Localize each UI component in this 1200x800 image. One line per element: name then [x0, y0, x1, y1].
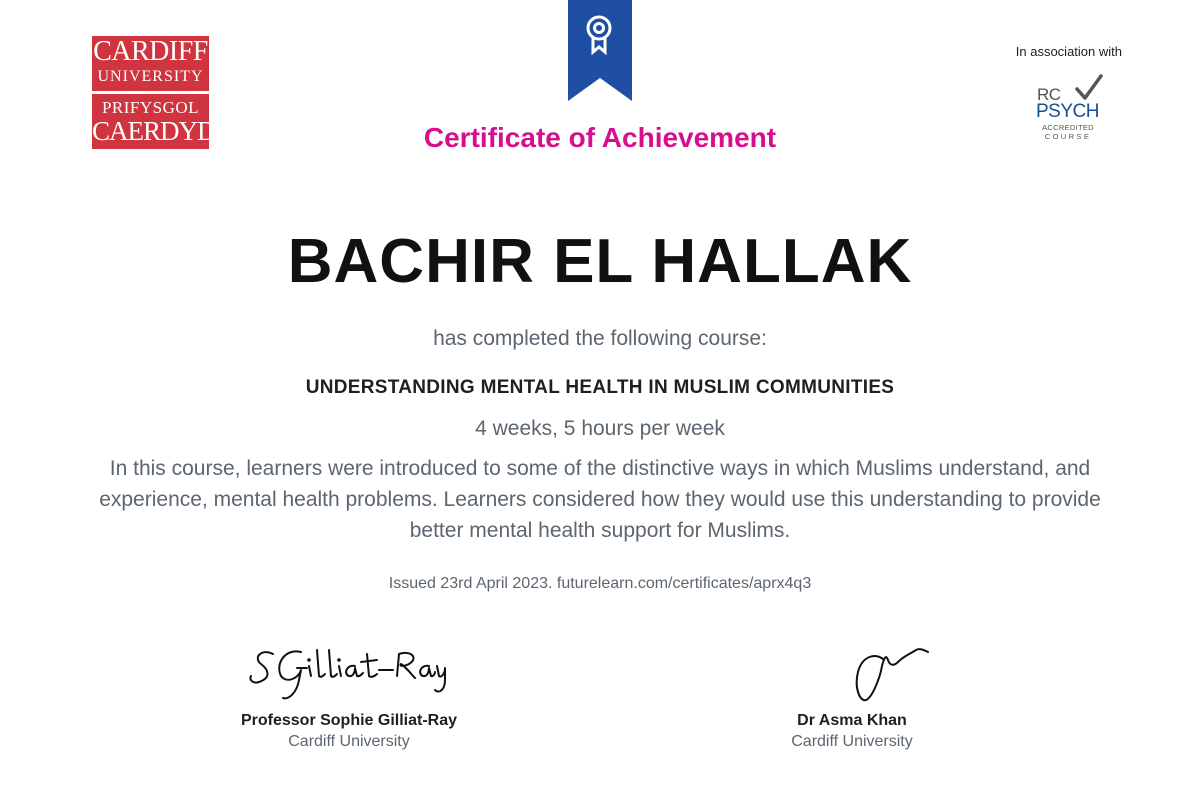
logo-divider: [92, 91, 209, 94]
course-name: UNDERSTANDING MENTAL HEALTH IN MUSLIM COMMUNITIES: [305, 377, 895, 398]
logo-line-cardiff: CARDIFF: [93, 36, 208, 67]
signature-block-right: [692, 630, 1012, 751]
rcpsych-rc: RC: [1037, 85, 1061, 104]
rcpsych-psych: PSYCH: [1036, 101, 1099, 122]
signatory-org-right: Cardiff University: [791, 733, 913, 750]
rcpsych-course: COURSE: [1044, 132, 1092, 141]
signatory-name-left: Professor Sophie Gilliat-Ray: [240, 712, 458, 729]
issued-info: Issued 23rd April 2023. futurelearn.com/certificates/aprx4q3: [388, 575, 812, 592]
signatory-org-left: Cardiff University: [288, 733, 410, 750]
signature-asma-khan: [742, 630, 962, 708]
signature-gilliat-ray: [239, 630, 459, 708]
signatory-name-right: Dr Asma Khan: [797, 712, 907, 729]
logo-line-caerdydd: CAERDYDD: [92, 116, 235, 146]
rcpsych-accredited: ACCREDITED: [1042, 123, 1094, 132]
logo-line-prifysgol: PRIFYSGOL: [101, 98, 200, 117]
recipient-name: BACHIR EL HALLAK: [287, 227, 913, 296]
association-label: In association with: [1015, 44, 1122, 59]
certificate-title: Certificate of Achievement: [423, 122, 777, 153]
checkmark-icon: [1074, 74, 1104, 102]
signature-block-left: [189, 630, 509, 751]
logo-line-university: UNIVERSITY: [97, 68, 204, 85]
award-ribbon: [568, 0, 632, 101]
completed-text: has completed the following course:: [433, 327, 767, 350]
course-description: In this course, learners were introduced to some of the distinctive ways in which Muslims understand, and experience, mental health problems. Learners considered how they would use this understanding to provide better mental health support for Muslims.: [99, 457, 1101, 542]
course-duration: 4 weeks, 5 hours per week: [475, 417, 725, 440]
